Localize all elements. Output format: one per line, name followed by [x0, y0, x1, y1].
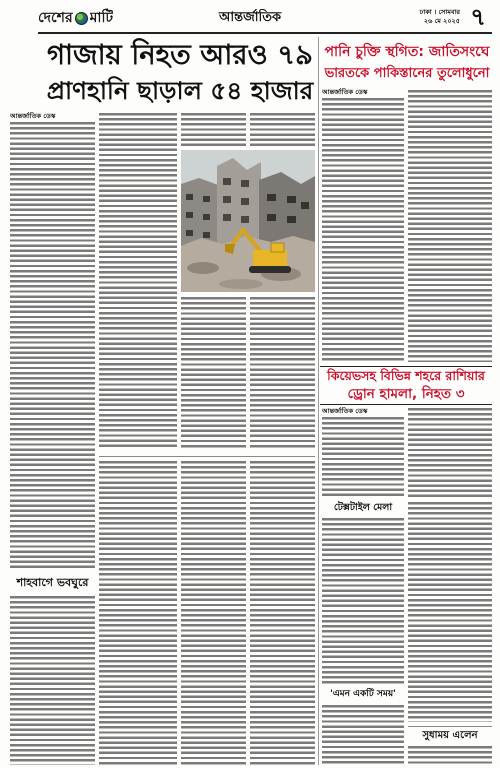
drone-headline-box	[320, 366, 492, 405]
lead-byline: আন্তর্জাতিক ডেস্ক	[10, 112, 56, 120]
page-number: ৭	[470, 3, 486, 31]
body-text	[10, 122, 95, 571]
masthead-rule	[38, 32, 492, 34]
body-text	[99, 113, 177, 449]
body-text	[181, 113, 246, 146]
textile-headline: টেক্সটাইল মেলা	[333, 502, 393, 513]
body-text	[322, 417, 404, 497]
masthead-name-right: মাটি	[89, 10, 114, 26]
section-rule	[99, 456, 315, 457]
water-treaty-headline	[322, 42, 492, 85]
body-text	[408, 90, 492, 362]
gaza-rubble-photo	[181, 150, 315, 292]
body-text	[408, 408, 492, 497]
section-title: আন্তর্জাতিক	[218, 10, 282, 25]
shahbag-headline: শাহবাগে ভবঘুরে	[16, 576, 89, 589]
body-text	[322, 98, 404, 362]
body-text	[250, 297, 315, 450]
lead-headline-line1: গাজায় নিহত আরও ৭৯	[46, 39, 314, 71]
body-text	[408, 502, 492, 722]
masthead-name-left: দেশের	[38, 10, 73, 26]
body-text	[322, 518, 404, 684]
body-text	[250, 113, 315, 146]
body-text	[99, 461, 177, 765]
body-text	[408, 746, 492, 765]
bottom-headline: সুধাময় এলেন	[422, 730, 478, 741]
body-text	[181, 461, 246, 765]
body-text	[322, 705, 404, 765]
lead-headline	[45, 38, 315, 108]
column-rule	[318, 37, 319, 765]
section-rule	[408, 726, 492, 727]
body-text	[250, 461, 315, 765]
date: ২৬ মে ২০২৫	[423, 17, 460, 25]
body-text	[181, 297, 246, 450]
rubble-pile	[181, 236, 315, 292]
water-treaty-headline-line2: ভারতকে পাকিস্তানের তুলোধুনো	[324, 66, 490, 81]
water-treaty-headline-line1: পানি চুক্তি স্থগিত: জাতিসংঘে	[324, 44, 490, 60]
masthead-logo	[38, 7, 122, 29]
quote-headline: 'এমন একটি সময়'	[330, 689, 396, 699]
drone-headline-line1: কিয়েভসহ বিভিন্ন শহরে রাশিয়ার	[327, 368, 485, 383]
body-text	[10, 596, 95, 765]
water-treaty-byline: আন্তর্জাতিক ডেস্ক	[322, 88, 368, 96]
lead-headline-line2: প্রাণহানি ছাড়াল ৫৪ হাজার	[46, 76, 314, 105]
globe-icon	[75, 12, 88, 25]
city-day: ঢাকা । সোমবার	[419, 8, 460, 16]
drone-headline-line2: ড্রোন হামলা, নিহত ৩	[347, 386, 465, 402]
drone-byline: আন্তর্জাতিক ডেস্ক	[322, 407, 368, 415]
dateline	[388, 8, 460, 26]
